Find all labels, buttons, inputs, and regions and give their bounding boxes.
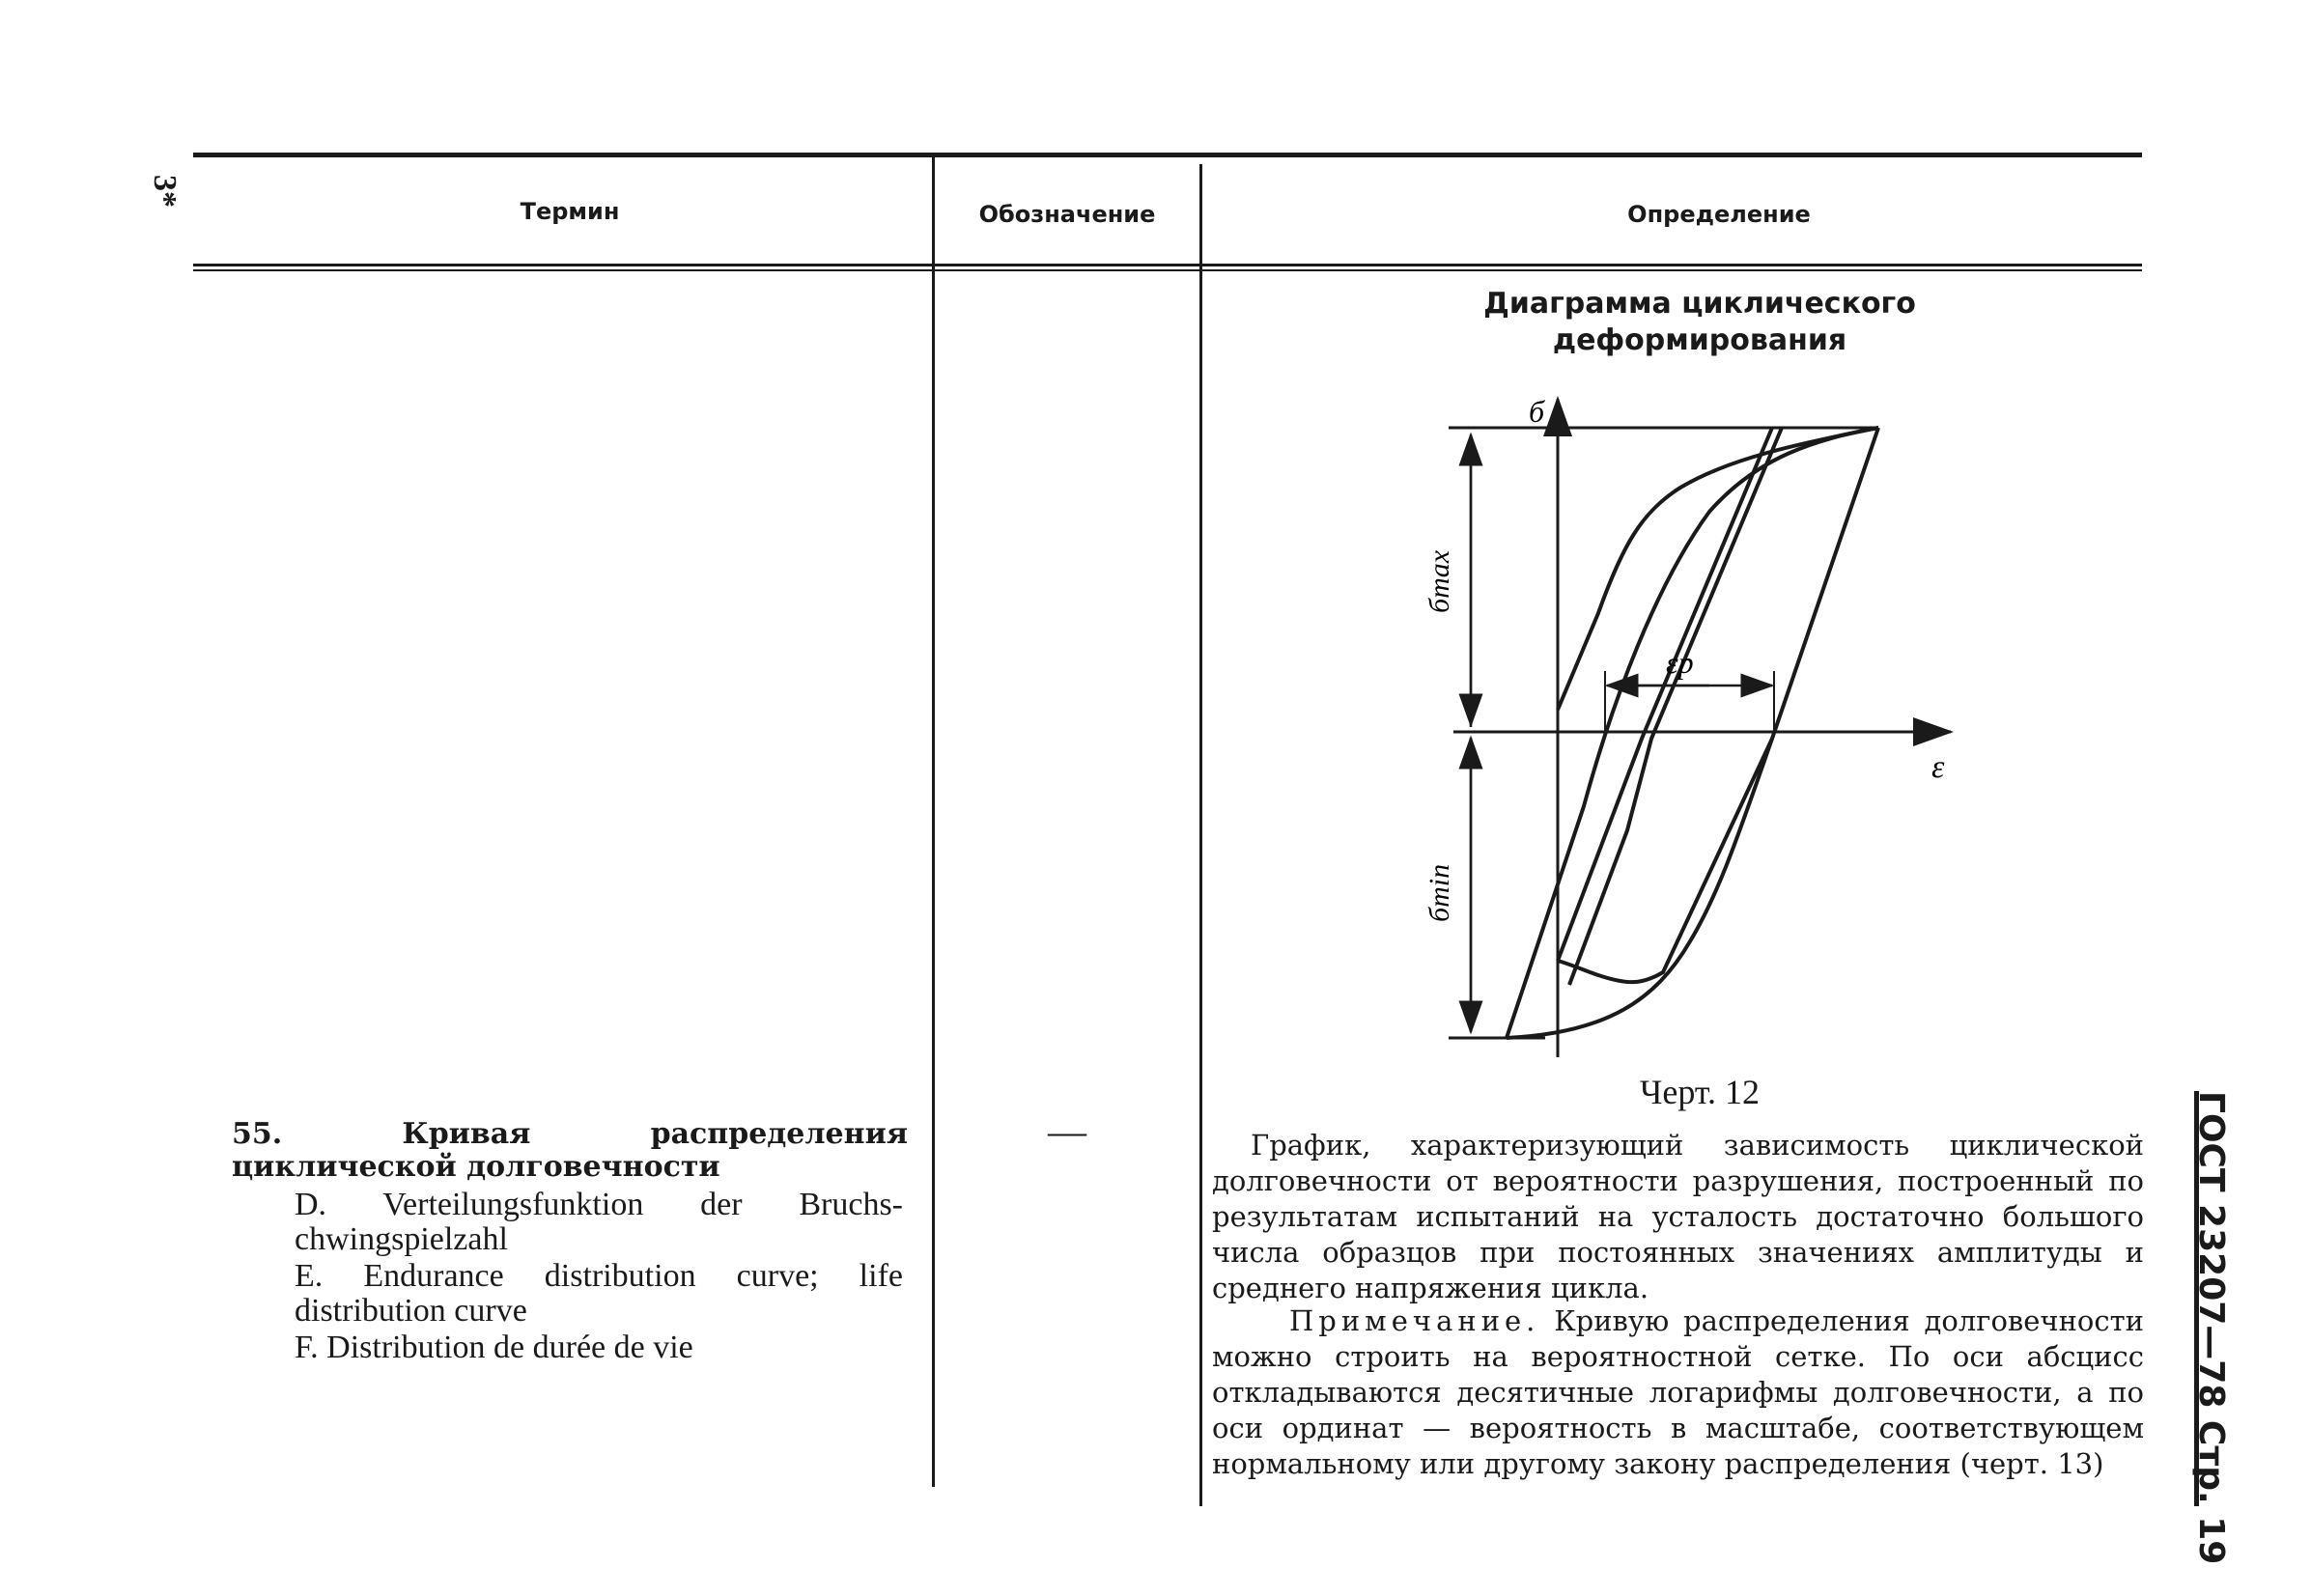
entry-note: [1212, 1303, 2144, 1482]
side-label-box: [2191, 1091, 2255, 1565]
page-marker: 3*: [147, 175, 183, 208]
eps-p-label: εp: [1666, 645, 1694, 680]
entry-designation: —: [1048, 1109, 1086, 1153]
entry-french: F. Distribution de durée de vie: [295, 1330, 693, 1365]
entry-title: 55. Кривая распределения циклической долговечности: [232, 1117, 908, 1184]
sigma-min-label: бmin: [1423, 863, 1455, 922]
header-bottom-rule-2: [193, 269, 2142, 271]
epsilon-label: ε: [1931, 749, 1945, 785]
cyclic-deformation-diagram: [1391, 381, 1989, 1077]
column-divider-1: [932, 157, 935, 1487]
diagram-title-line-1: Диаграмма циклического: [1483, 287, 1916, 321]
entry-definition: График, характеризующий зависимость циклической долговечности от вероятности разрушения, построенный по результатам испытаний на усталость достаточно большого числа образцов при постоянных значениях амплитуды и среднего напряжения цикла.: [1212, 1129, 2144, 1304]
header-designation: Обозначение: [978, 201, 1156, 228]
table-top-rule: [193, 153, 2142, 157]
diagram-title-line-2: деформирования: [1552, 323, 1847, 357]
side-label: ГОСТ 23207—78 Стр. 19: [2191, 1091, 2231, 1565]
entry-english: E. Endurance distribution curve; life distribution curve: [295, 1258, 903, 1329]
header-term: Термин: [520, 198, 620, 225]
inner-loop-right: [1569, 428, 1782, 985]
sigma-max-label: бmax: [1423, 549, 1455, 613]
header-bottom-rule: [193, 264, 2142, 266]
note-label: Примечание.: [1289, 1304, 1540, 1337]
note-text: Кривую распределения долговечности можно строить на вероятностной сетке. По оси абсцисс откладываются десятичные логарифмы долговечности, а по оси ординат — вероятность в масштабе, соответствующем нормальному или другому закону распределения (черт. 13): [1212, 1304, 2144, 1480]
figure-caption: Черт. 12: [1640, 1073, 1760, 1111]
header-definition: Определение: [1627, 201, 1811, 228]
column-divider-2: [1199, 164, 1202, 1506]
sigma-label: б: [1529, 394, 1545, 429]
inner-loop-left: [1558, 428, 1772, 961]
entry-german: D. Verteilungsfunktion der Bruchs-chwingspielzahl: [295, 1187, 903, 1257]
inner-loop-bottom: [1558, 739, 1772, 982]
diagram-title: [1391, 286, 2009, 359]
